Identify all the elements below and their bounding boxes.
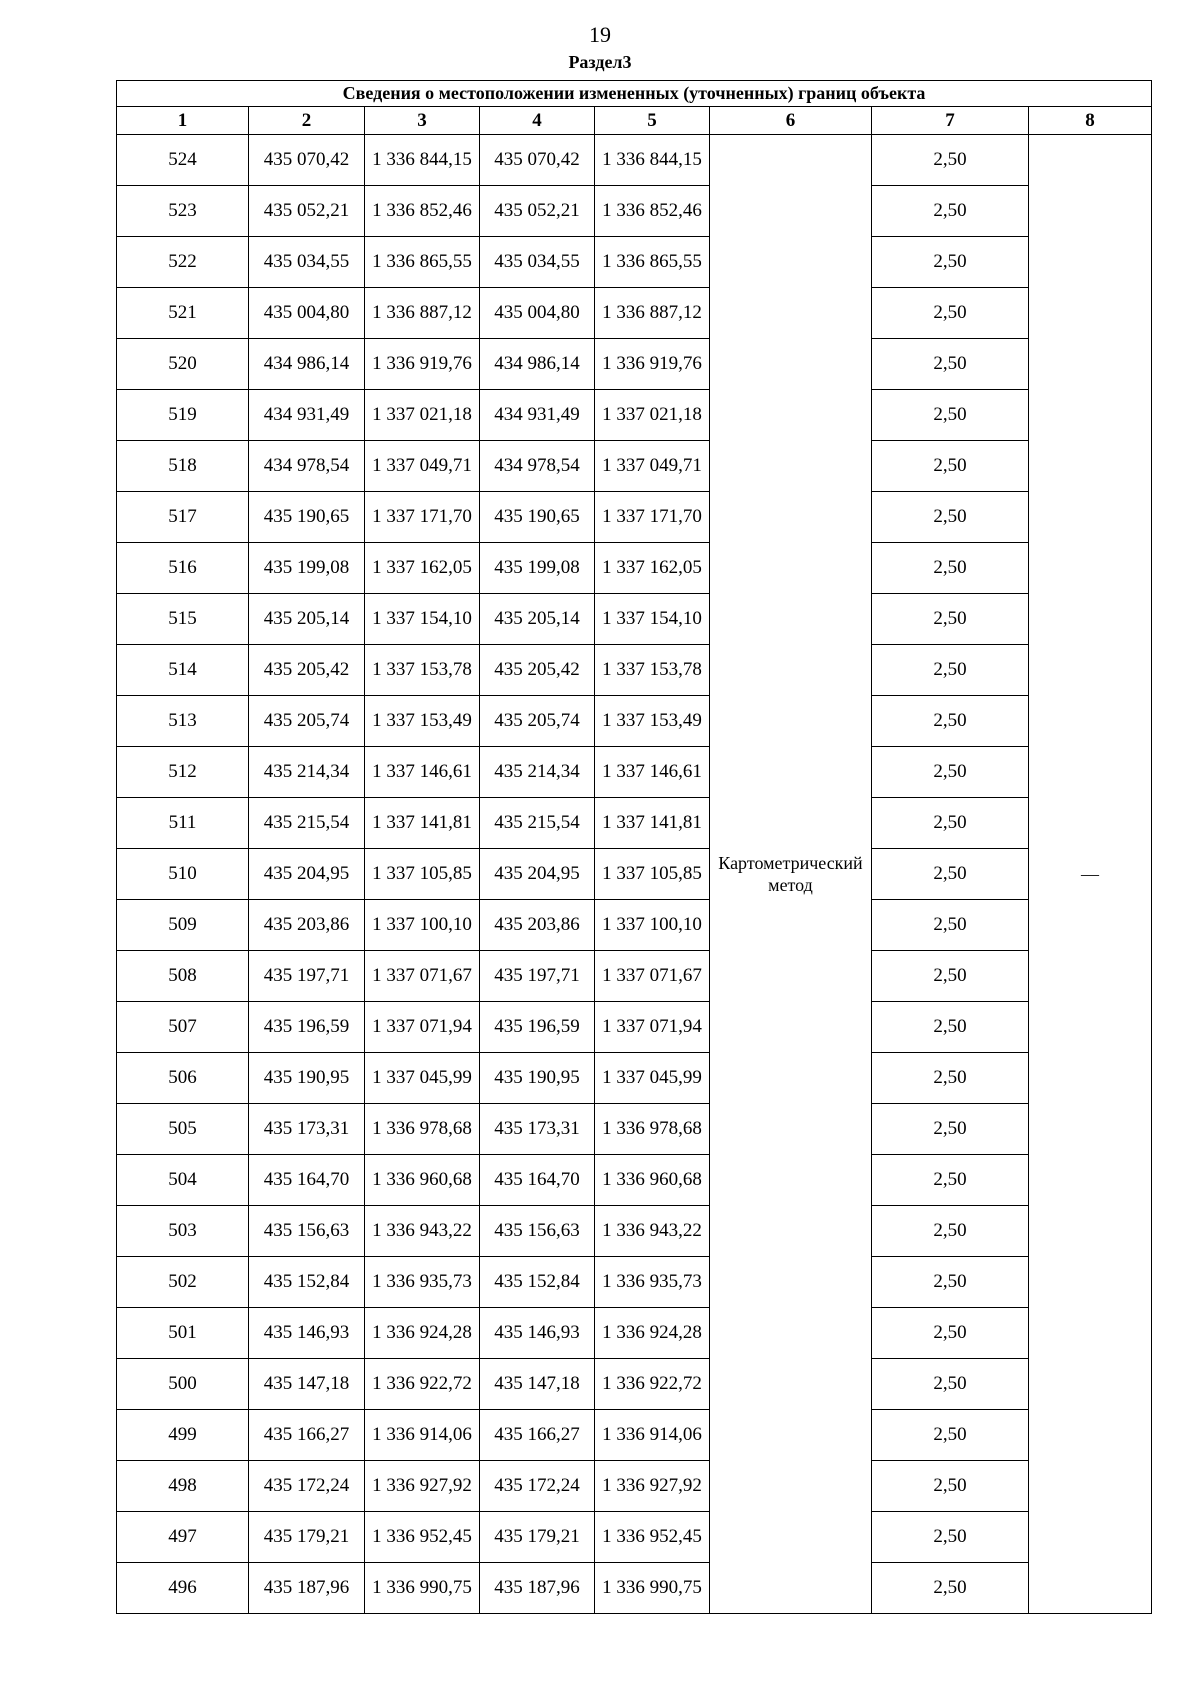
table-cell: 434 986,14: [480, 339, 595, 390]
precision-cell: 2,50: [872, 1206, 1029, 1257]
table-cell: 1 337 021,18: [365, 390, 480, 441]
table-cell: 502: [117, 1257, 249, 1308]
table-cell: 520: [117, 339, 249, 390]
table-cell: 1 337 100,10: [365, 900, 480, 951]
column-number: 4: [480, 107, 595, 135]
table-cell: 435 203,86: [480, 900, 595, 951]
precision-cell: 2,50: [872, 645, 1029, 696]
table-cell: 435 152,84: [480, 1257, 595, 1308]
table-cell: 1 336 990,75: [365, 1563, 480, 1614]
table-cell: 435 187,96: [480, 1563, 595, 1614]
table-cell: 435 164,70: [480, 1155, 595, 1206]
table-cell: 435 172,24: [249, 1461, 365, 1512]
table-cell: 1 337 049,71: [365, 441, 480, 492]
table-cell: 1 337 154,10: [365, 594, 480, 645]
table-row: [117, 1563, 1152, 1614]
table-cell: 435 034,55: [480, 237, 595, 288]
table-cell: 435 205,42: [480, 645, 595, 696]
table-cell: 503: [117, 1206, 249, 1257]
table-row: [117, 951, 1152, 1002]
table-cell: 1 336 952,45: [365, 1512, 480, 1563]
table-row: [117, 339, 1152, 390]
precision-cell: 2,50: [872, 1002, 1029, 1053]
column-number: 7: [872, 107, 1029, 135]
table-cell: 517: [117, 492, 249, 543]
table-cell: 435 199,08: [480, 543, 595, 594]
table-row: [117, 543, 1152, 594]
table-cell: 435 190,65: [249, 492, 365, 543]
table-cell: 496: [117, 1563, 249, 1614]
table-cell: 435 052,21: [249, 186, 365, 237]
table-cell: 435 156,63: [249, 1206, 365, 1257]
table-cell: 1 336 922,72: [365, 1359, 480, 1410]
table-cell: 1 337 141,81: [595, 798, 710, 849]
precision-cell: 2,50: [872, 1512, 1029, 1563]
table-cell: 435 190,65: [480, 492, 595, 543]
table-cell: 1 337 105,85: [595, 849, 710, 900]
table-cell: 1 336 927,92: [365, 1461, 480, 1512]
table-cell: 1 337 021,18: [595, 390, 710, 441]
table-cell: 1 337 049,71: [595, 441, 710, 492]
table-cell: 1 337 045,99: [595, 1053, 710, 1104]
precision-cell: 2,50: [872, 1461, 1029, 1512]
table-cell: 435 205,42: [249, 645, 365, 696]
column-number: 1: [117, 107, 249, 135]
table-cell: 435 179,21: [249, 1512, 365, 1563]
table-cell: 435 199,08: [249, 543, 365, 594]
table-row: [117, 1461, 1152, 1512]
table-row: [117, 1155, 1152, 1206]
table-cell: 501: [117, 1308, 249, 1359]
table-cell: 1 336 887,12: [365, 288, 480, 339]
table-cell: 1 337 071,94: [595, 1002, 710, 1053]
table-cell: 505: [117, 1104, 249, 1155]
column-8-cell: —: [1029, 135, 1152, 1614]
table-cell: 435 147,18: [249, 1359, 365, 1410]
table-cell: 1 336 978,68: [595, 1104, 710, 1155]
table-cell: 435 196,59: [249, 1002, 365, 1053]
table-row: [117, 1308, 1152, 1359]
precision-cell: 2,50: [872, 594, 1029, 645]
table-row: [117, 900, 1152, 951]
precision-cell: 2,50: [872, 492, 1029, 543]
column-number: 6: [710, 107, 872, 135]
table-row: [117, 798, 1152, 849]
table-cell: 1 336 852,46: [365, 186, 480, 237]
table-cell: 1 337 154,10: [595, 594, 710, 645]
precision-cell: 2,50: [872, 1104, 1029, 1155]
table-cell: 435 146,93: [480, 1308, 595, 1359]
table-cell: 509: [117, 900, 249, 951]
table-row: [117, 1206, 1152, 1257]
table-cell: 498: [117, 1461, 249, 1512]
table-cell: 524: [117, 135, 249, 186]
table-cell: 1 336 924,28: [365, 1308, 480, 1359]
table-cell: 1 336 922,72: [595, 1359, 710, 1410]
table-cell: 513: [117, 696, 249, 747]
precision-cell: 2,50: [872, 1359, 1029, 1410]
table-cell: 516: [117, 543, 249, 594]
table-cell: 435 164,70: [249, 1155, 365, 1206]
table-cell: 1 336 887,12: [595, 288, 710, 339]
table-cell: 435 187,96: [249, 1563, 365, 1614]
table-cell: 1 336 844,15: [595, 135, 710, 186]
table-cell: 1 337 153,78: [595, 645, 710, 696]
table-cell: 523: [117, 186, 249, 237]
table-row: [117, 1512, 1152, 1563]
table-cell: 1 337 153,49: [365, 696, 480, 747]
table-row: [117, 441, 1152, 492]
table-cell: 435 070,42: [249, 135, 365, 186]
precision-cell: 2,50: [872, 747, 1029, 798]
table-cell: 1 336 978,68: [365, 1104, 480, 1155]
table-cell: 1 336 960,68: [365, 1155, 480, 1206]
table-cell: 1 337 162,05: [365, 543, 480, 594]
table-cell: 499: [117, 1410, 249, 1461]
table-cell: 435 172,24: [480, 1461, 595, 1512]
table-cell: 435 052,21: [480, 186, 595, 237]
table-cell: 434 978,54: [249, 441, 365, 492]
table-cell: 1 336 952,45: [595, 1512, 710, 1563]
table-cell: 1 336 924,28: [595, 1308, 710, 1359]
precision-cell: 2,50: [872, 441, 1029, 492]
table-cell: 1 336 852,46: [595, 186, 710, 237]
column-number: 8: [1029, 107, 1152, 135]
table-cell: 435 152,84: [249, 1257, 365, 1308]
table-cell: 521: [117, 288, 249, 339]
table-row: [117, 1410, 1152, 1461]
precision-cell: 2,50: [872, 900, 1029, 951]
table-cell: 435 205,14: [249, 594, 365, 645]
column-number: 2: [249, 107, 365, 135]
table-cell: 435 166,27: [249, 1410, 365, 1461]
method-cell: Картометрический метод: [710, 135, 872, 1614]
precision-cell: 2,50: [872, 1257, 1029, 1308]
table-cell: 435 146,93: [249, 1308, 365, 1359]
table-cell: 435 179,21: [480, 1512, 595, 1563]
table-cell: 435 004,80: [249, 288, 365, 339]
column-number: 3: [365, 107, 480, 135]
table-cell: 512: [117, 747, 249, 798]
table-cell: 500: [117, 1359, 249, 1410]
table-row: [117, 849, 1152, 900]
table-cell: 435 190,95: [480, 1053, 595, 1104]
table-cell: 1 336 865,55: [595, 237, 710, 288]
precision-cell: 2,50: [872, 339, 1029, 390]
table-cell: 435 214,34: [249, 747, 365, 798]
table-cell: 1 337 146,61: [365, 747, 480, 798]
table-row: [117, 1104, 1152, 1155]
precision-cell: 2,50: [872, 186, 1029, 237]
table-row: [117, 696, 1152, 747]
table-row: [117, 1002, 1152, 1053]
precision-cell: 2,50: [872, 390, 1029, 441]
precision-cell: 2,50: [872, 1308, 1029, 1359]
column-number: 5: [595, 107, 710, 135]
table-cell: 1 336 865,55: [365, 237, 480, 288]
table-cell: 1 337 146,61: [595, 747, 710, 798]
table-cell: 1 337 141,81: [365, 798, 480, 849]
table-cell: 1 336 919,76: [365, 339, 480, 390]
table-cell: 1 337 105,85: [365, 849, 480, 900]
table-cell: 1 336 943,22: [595, 1206, 710, 1257]
table-cell: 1 337 071,67: [595, 951, 710, 1002]
table-cell: 435 205,14: [480, 594, 595, 645]
table-cell: 435 196,59: [480, 1002, 595, 1053]
table-cell: 434 931,49: [480, 390, 595, 441]
table-row: [117, 594, 1152, 645]
table-cell: 1 337 171,70: [365, 492, 480, 543]
precision-cell: 2,50: [872, 543, 1029, 594]
precision-cell: 2,50: [872, 1563, 1029, 1614]
table-cell: 1 337 045,99: [365, 1053, 480, 1104]
table-row: [117, 1053, 1152, 1104]
table-row: [117, 645, 1152, 696]
table-cell: 514: [117, 645, 249, 696]
table-cell: 435 214,34: [480, 747, 595, 798]
table-caption: Сведения о местоположении измененных (уточненных) границ объекта: [117, 81, 1152, 107]
table-cell: 435 205,74: [480, 696, 595, 747]
table-cell: 1 336 935,73: [595, 1257, 710, 1308]
table-cell: 522: [117, 237, 249, 288]
table-cell: 434 986,14: [249, 339, 365, 390]
table-row: [117, 747, 1152, 798]
table-row: [117, 390, 1152, 441]
table-body: [117, 135, 1152, 1614]
precision-cell: 2,50: [872, 1410, 1029, 1461]
table-cell: 515: [117, 594, 249, 645]
table-cell: 1 337 100,10: [595, 900, 710, 951]
table-cell: 1 336 990,75: [595, 1563, 710, 1614]
table-cell: 1 336 914,06: [595, 1410, 710, 1461]
section-title: Раздел3: [568, 52, 632, 72]
table-cell: 435 197,71: [249, 951, 365, 1002]
precision-cell: 2,50: [872, 1053, 1029, 1104]
column-number-row: [117, 107, 1152, 135]
table-row: [117, 288, 1152, 339]
precision-cell: 2,50: [872, 288, 1029, 339]
table-cell: 1 336 914,06: [365, 1410, 480, 1461]
table-cell: 1 337 153,49: [595, 696, 710, 747]
table-cell: 1 337 153,78: [365, 645, 480, 696]
table-row: [117, 1359, 1152, 1410]
table-cell: 504: [117, 1155, 249, 1206]
table-cell: 435 203,86: [249, 900, 365, 951]
table-cell: 1 337 071,94: [365, 1002, 480, 1053]
table-cell: 1 336 919,76: [595, 339, 710, 390]
precision-cell: 2,50: [872, 798, 1029, 849]
precision-cell: 2,50: [872, 951, 1029, 1002]
table-row: [117, 186, 1152, 237]
table-cell: 435 004,80: [480, 288, 595, 339]
table-row: [117, 492, 1152, 543]
table-cell: 435 147,18: [480, 1359, 595, 1410]
table-cell: 1 337 071,67: [365, 951, 480, 1002]
table-cell: 435 197,71: [480, 951, 595, 1002]
table-cell: 510: [117, 849, 249, 900]
table-cell: 435 173,31: [249, 1104, 365, 1155]
table-cell: 435 215,54: [249, 798, 365, 849]
table-cell: 435 215,54: [480, 798, 595, 849]
table-cell: 497: [117, 1512, 249, 1563]
table-row: [117, 135, 1152, 186]
table-cell: 507: [117, 1002, 249, 1053]
table-cell: 434 978,54: [480, 441, 595, 492]
table-row: [117, 1257, 1152, 1308]
table-cell: 508: [117, 951, 249, 1002]
precision-cell: 2,50: [872, 135, 1029, 186]
table-cell: 506: [117, 1053, 249, 1104]
precision-cell: 2,50: [872, 849, 1029, 900]
table-cell: 1 336 927,92: [595, 1461, 710, 1512]
precision-cell: 2,50: [872, 1155, 1029, 1206]
table-cell: 435 034,55: [249, 237, 365, 288]
table-cell: 435 190,95: [249, 1053, 365, 1104]
table-cell: 435 173,31: [480, 1104, 595, 1155]
page-number: 19: [589, 22, 611, 47]
table-cell: 1 337 171,70: [595, 492, 710, 543]
table-cell: 435 166,27: [480, 1410, 595, 1461]
table-cell: 435 070,42: [480, 135, 595, 186]
table-cell: 1 337 162,05: [595, 543, 710, 594]
table-cell: 1 336 844,15: [365, 135, 480, 186]
precision-cell: 2,50: [872, 237, 1029, 288]
table-cell: 1 336 960,68: [595, 1155, 710, 1206]
precision-cell: 2,50: [872, 696, 1029, 747]
table-cell: 518: [117, 441, 249, 492]
table-cell: 1 336 935,73: [365, 1257, 480, 1308]
table-cell: 434 931,49: [249, 390, 365, 441]
table-cell: 1 336 943,22: [365, 1206, 480, 1257]
boundary-coordinates-table: [116, 80, 1152, 1614]
table-cell: 435 204,95: [249, 849, 365, 900]
table-cell: 435 204,95: [480, 849, 595, 900]
table-cell: 511: [117, 798, 249, 849]
table-row: [117, 237, 1152, 288]
table-cell: 435 205,74: [249, 696, 365, 747]
table-cell: 435 156,63: [480, 1206, 595, 1257]
table-cell: 519: [117, 390, 249, 441]
